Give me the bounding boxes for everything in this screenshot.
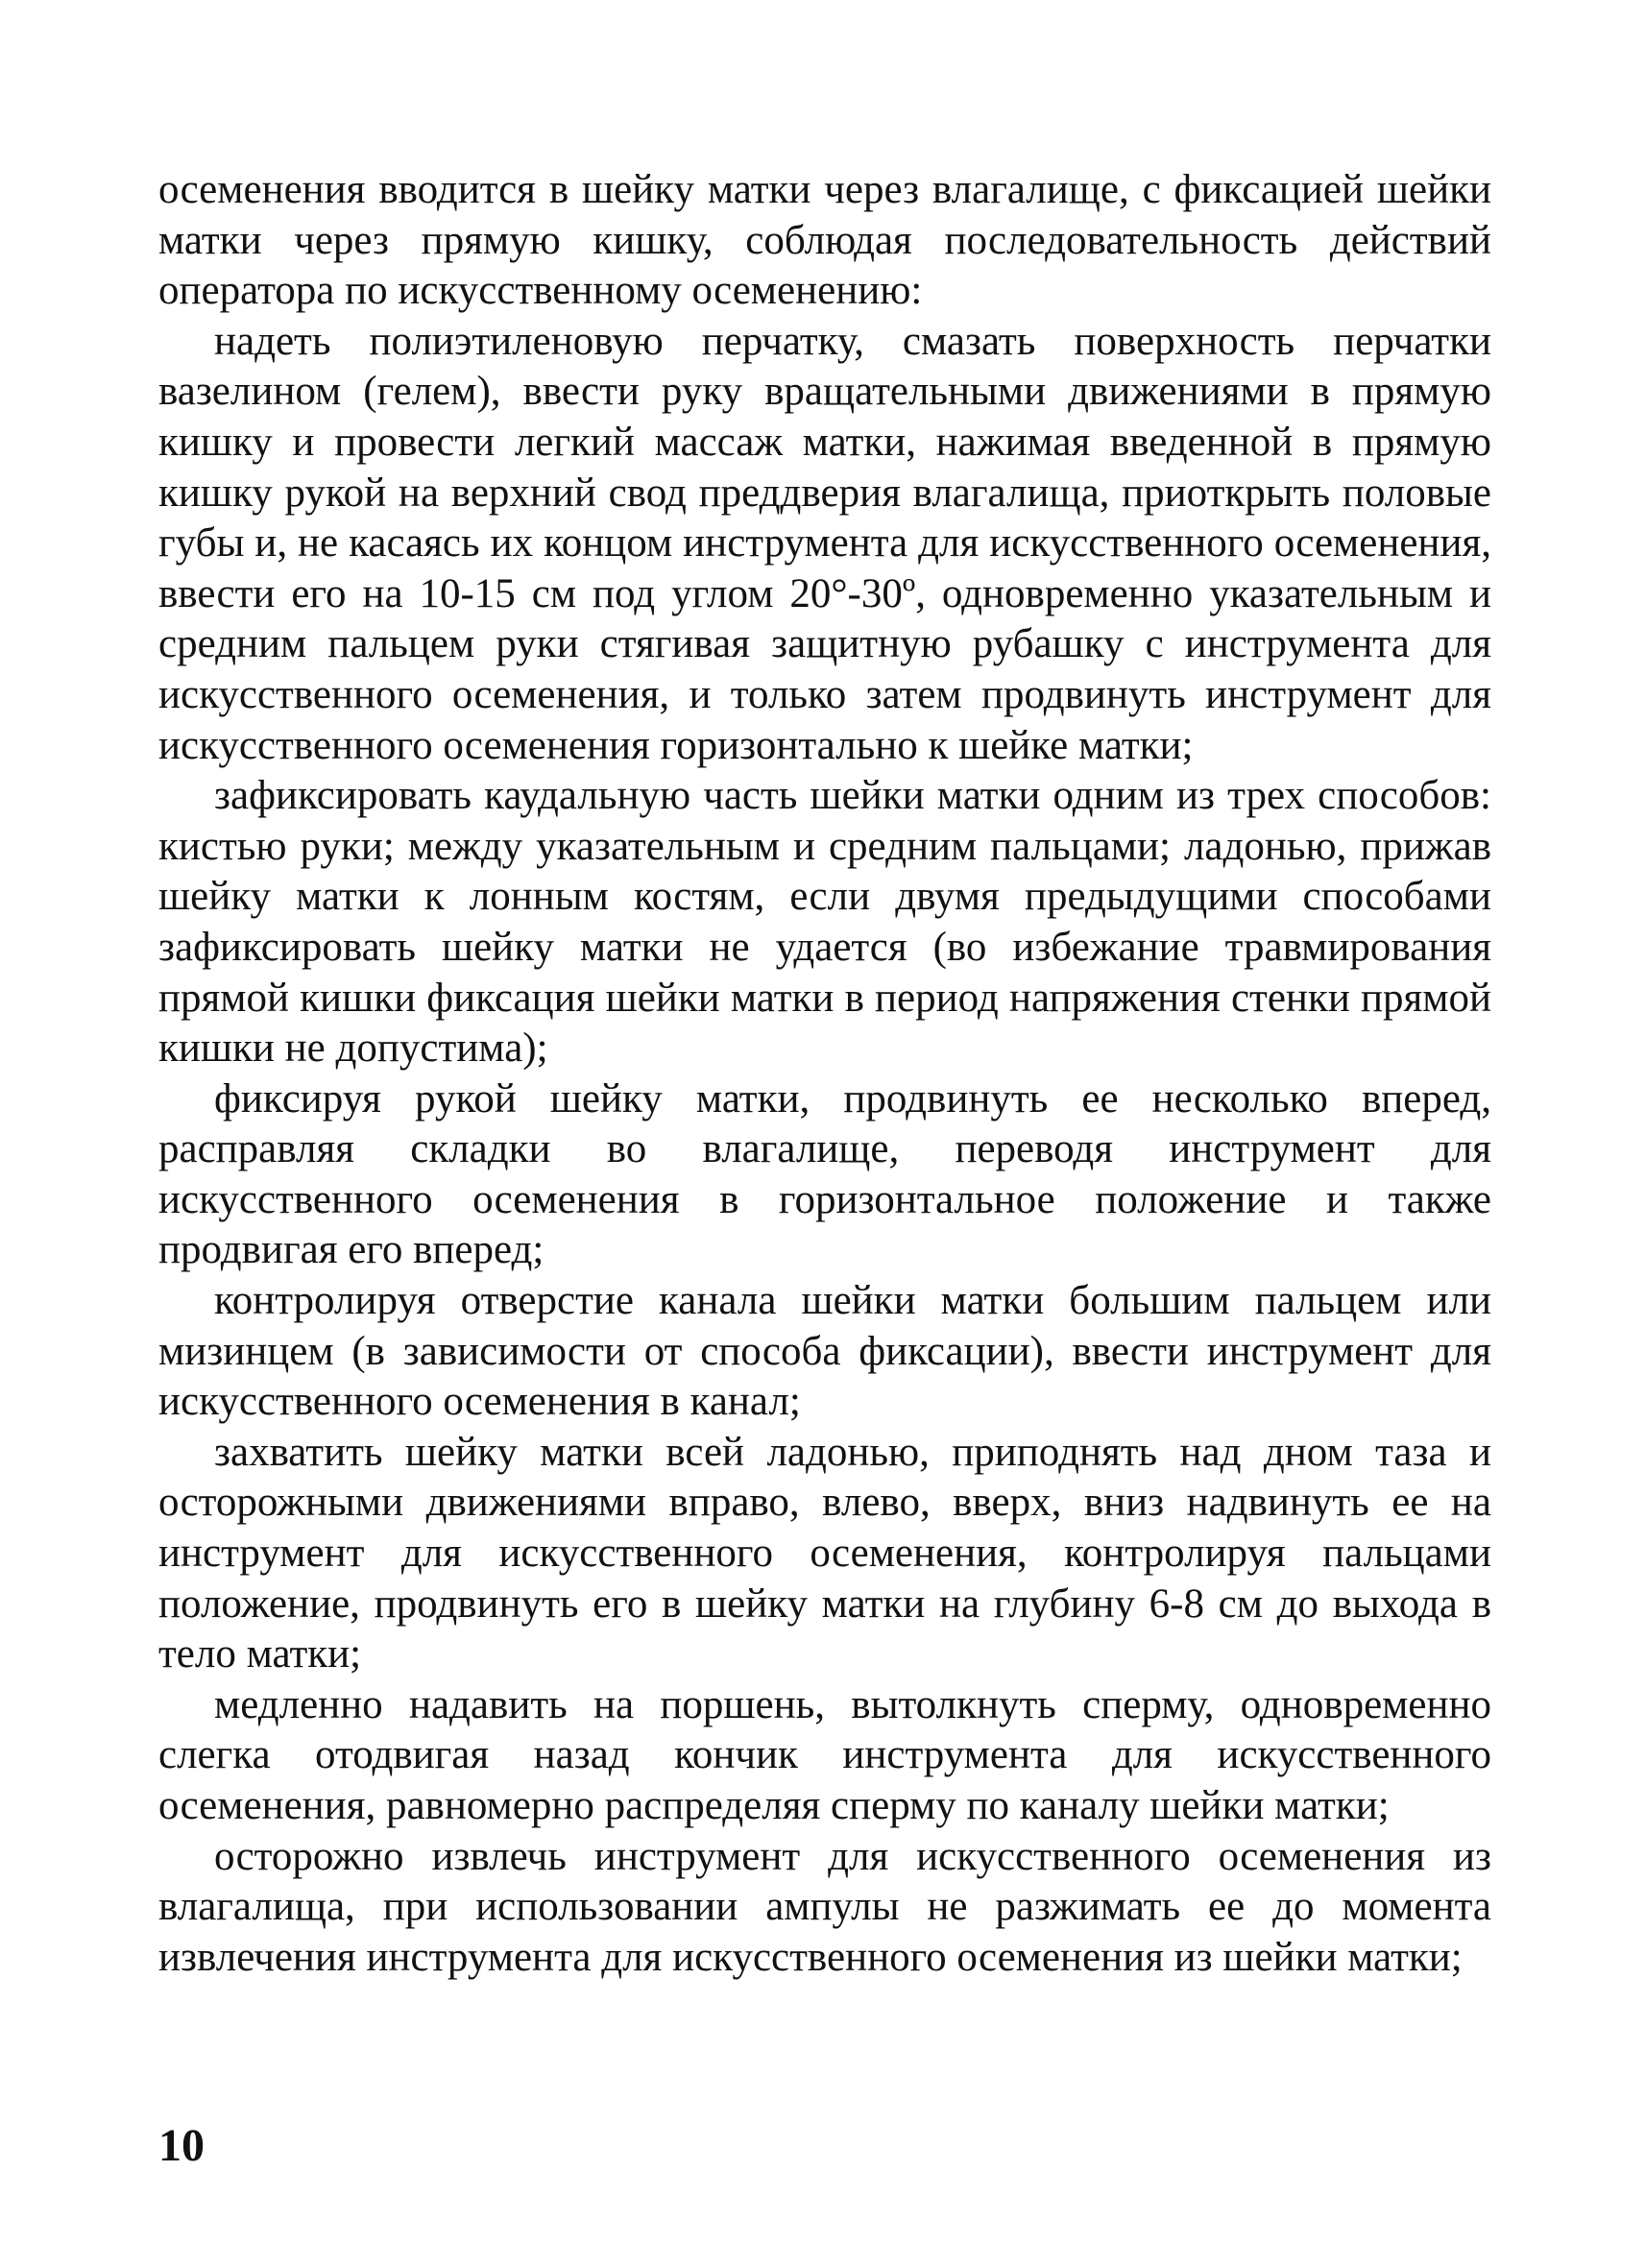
paragraph-remove-instrument: осторожно извлечь инструмент для искусственного осеменения из влагалища, при использовании ампулы не разжимать ее до момента извлечения инструмента для искусственного осеменения из шейки матки; (158, 1833, 1491, 1980)
paragraph-continuation: осеменения вводится в шейку матки через влагалище, с фиксацией шейки матки через прямую кишку, соблюдая последовательность действий оператора по искусственному осеменению: (158, 167, 1491, 314)
paragraph-press-plunger: медленно надавить на поршень, вытолкнуть сперму, одновременно слегка отодвигая назад кончик инструмента для искусственного осеменения, равномерно распределяя сперму по каналу шейки матки; (158, 1681, 1491, 1828)
paragraph-grip-cervix: захватить шейку матки всей ладонью, приподнять над дном таза и осторожными движениями вправо, влево, вверх, вниз надвинуть ее на инструмент для искусственного осеменения, контролируя пальцами положение, продвинуть его в шейку матки на глубину 6-8 см до выхода в тело матки; (158, 1429, 1491, 1677)
body-text (158, 165, 1491, 1983)
paragraph-fixation-methods: зафиксировать каудальную часть шейки матки одним из трех способов: кистью руки; между указательным и средним пальцами; ладонью, прижав шейку матки к лонным костям, если двумя предыдущими способами зафиксировать шейку матки не удается (во избежание травмирования прямой кишки фиксация шейки матки в период напряжения стенки прямой кишки не допустима); (158, 773, 1491, 1072)
page-number: 10 (158, 2120, 205, 2171)
paragraph-glove-insertion: надеть полиэтиленовую перчатку, смазать поверхность перчатки вазелином (гелем), ввести руку вращательными движениями в прямую кишку и провести легкий массаж матки, нажимая введенной в прямую кишку рукой на верхний свод преддверия влагалища, приоткрыть половые губы и, не касаясь их концом инструмента для искусственного осеменения, ввести его на 10-15 см под углом 20°-30º, одновременно указательным и средним пальцем руки стягивая защитную рубашку с инструмента для искусственного осеменения, и только затем продвинуть инструмент для искусственного осеменения горизонтально к шейке матки; (158, 318, 1491, 768)
paragraph-canal-control: контролируя отверстие канала шейки матки большим пальцем или мизинцем (в зависимости от способа фиксации), ввести инструмент для искусственного осеменения в канал; (158, 1278, 1491, 1425)
paragraph-advance-cervix: фиксируя рукой шейку матки, продвинуть ее несколько вперед, расправляя складки во влагалище, переводя инструмент для искусственного осеменения в горизонтальное положение и также продвигая его вперед; (158, 1075, 1491, 1273)
